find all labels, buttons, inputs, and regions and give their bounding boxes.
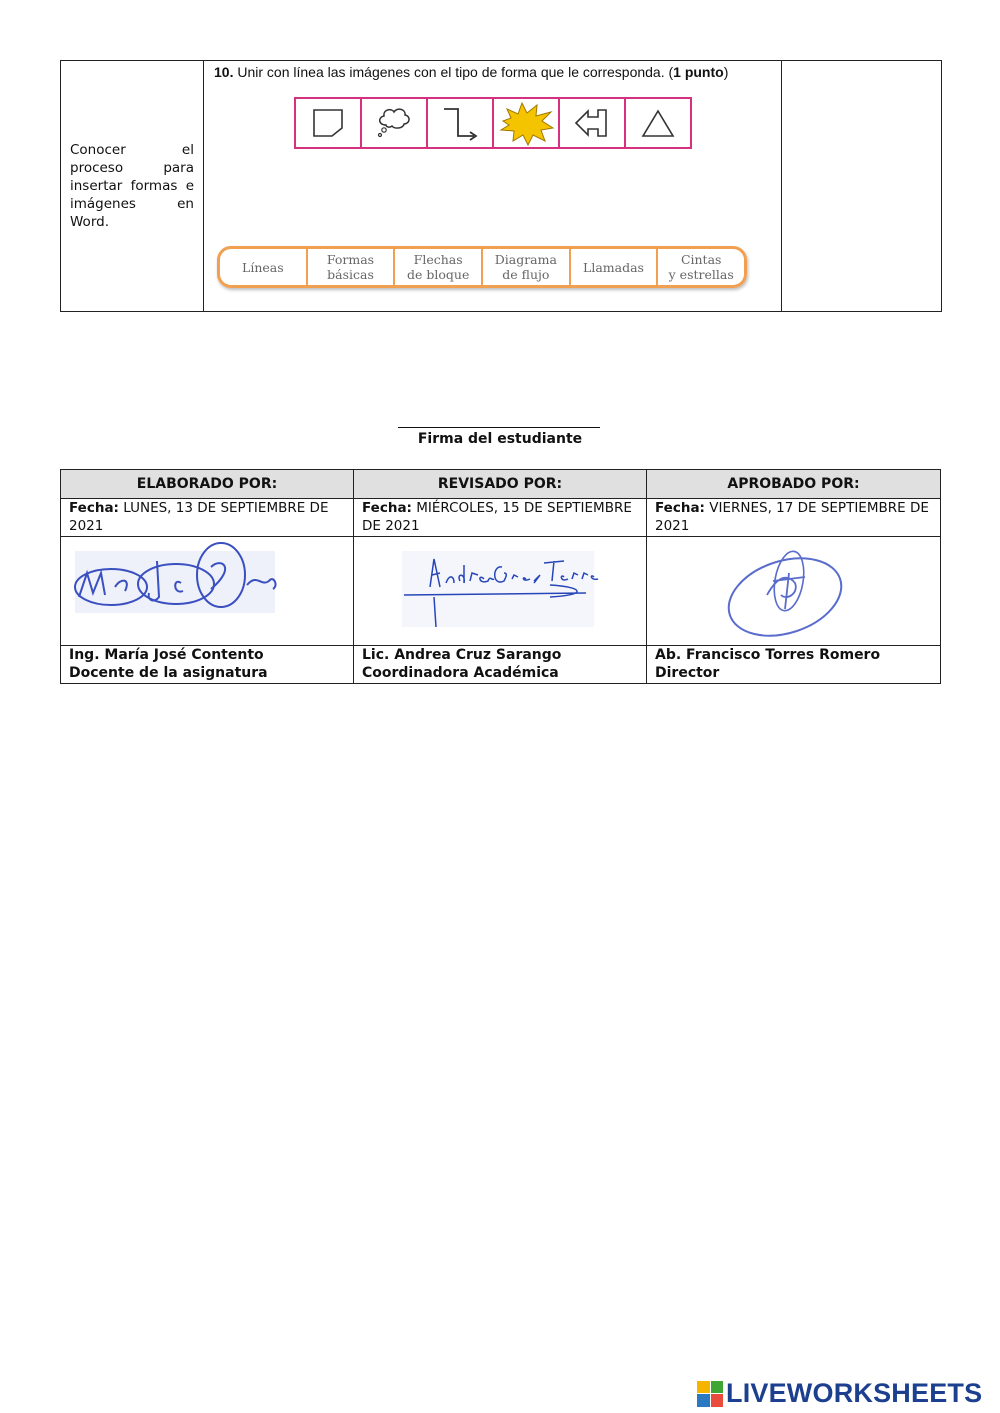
date-revisado [354, 499, 647, 537]
category-cintas-estrellas[interactable] [658, 249, 744, 285]
thought-bubble-icon [374, 105, 414, 141]
elbow-arrow-icon [440, 103, 480, 143]
category-label-2: de flujo [502, 267, 550, 282]
objective-cell: Conocer el proceso para insertar formas e imágenes en Word. [61, 61, 204, 312]
question-instruction: Unir con línea las imágenes con el tipo de forma que le corresponda. ( [233, 64, 674, 80]
signer-name: Ab. Francisco Torres Romero [655, 647, 881, 663]
signer-role: Docente de la asignatura [69, 665, 268, 681]
shape-images-strip [294, 97, 692, 149]
shape-categories-strip [217, 246, 747, 288]
category-label: Líneas [242, 259, 284, 275]
date-label: Fecha: [69, 500, 119, 516]
left-arrow-block-icon [572, 107, 612, 139]
name-aprobado [647, 646, 941, 684]
triangle-icon [640, 107, 676, 139]
name-elaborado [61, 646, 354, 684]
date-value: VIERNES, 17 DE SEPTIEMBRE DE 2021 [655, 500, 929, 534]
category-formas-basicas[interactable] [308, 249, 396, 285]
question-points: 1 punto [673, 64, 724, 80]
student-signature-label: Firma del estudiante [417, 431, 583, 447]
header-revisado: REVISADO POR: [354, 470, 647, 499]
liveworksheets-mark-icon [697, 1381, 723, 1407]
category-diagrama-flujo[interactable] [483, 249, 571, 285]
name-revisado [354, 646, 647, 684]
header-aprobado: APROBADO POR: [647, 470, 941, 499]
date-elaborado [61, 499, 354, 537]
question-table [60, 60, 942, 312]
question-close-paren: ) [723, 64, 729, 80]
category-flechas-bloque[interactable] [395, 249, 483, 285]
signer-role: Coordinadora Académica [362, 665, 559, 681]
signature-elaborado [61, 537, 354, 646]
date-aprobado [647, 499, 941, 537]
signature-francisco-torres [647, 537, 941, 641]
signer-role: Director [655, 665, 720, 681]
category-lineas[interactable] [220, 249, 308, 285]
shape-box-5[interactable] [560, 99, 626, 147]
category-label-2: básicas [327, 267, 374, 282]
shape-box-2[interactable] [362, 99, 428, 147]
question-cell [204, 61, 782, 312]
category-label: Flechas [413, 252, 463, 267]
category-label: Diagrama [494, 252, 557, 267]
answer-cell [782, 61, 942, 312]
liveworksheets-logo[interactable] [697, 1378, 982, 1409]
signer-name: Lic. Andrea Cruz Sarango [362, 647, 562, 663]
date-label: Fecha: [655, 500, 705, 516]
category-label: Llamadas [583, 259, 644, 275]
approval-table [60, 469, 941, 684]
category-llamadas[interactable] [571, 249, 659, 285]
category-label-2: y estrellas [668, 267, 734, 282]
question-text [214, 63, 728, 81]
liveworksheets-brand: LIVEWORKSHEETS [726, 1378, 983, 1408]
header-elaborado: ELABORADO POR: [61, 470, 354, 499]
category-label: Cintas [680, 252, 722, 267]
shape-box-1[interactable] [296, 99, 362, 147]
student-signature-line [398, 427, 600, 428]
signature-maria-jose-contento [61, 537, 354, 641]
date-label: Fecha: [362, 500, 412, 516]
category-label: Formas [326, 252, 375, 267]
callout-rect-icon [311, 107, 345, 139]
shape-box-6[interactable] [626, 99, 690, 147]
date-value: MIÉRCOLES, 15 DE SEPTIEMBRE DE 2021 [362, 500, 632, 534]
question-number: 10. [214, 64, 234, 80]
explosion-star-icon [495, 99, 557, 147]
shape-box-3[interactable] [428, 99, 494, 147]
shape-box-4[interactable] [494, 99, 560, 147]
category-label-2: de bloque [407, 267, 470, 282]
signature-aprobado [647, 537, 941, 646]
signer-name: Ing. María José Contento [69, 647, 264, 663]
signature-revisado [354, 537, 647, 646]
signature-andrea-cruz [354, 537, 647, 641]
date-value: LUNES, 13 DE SEPTIEMBRE DE 2021 [69, 500, 329, 534]
